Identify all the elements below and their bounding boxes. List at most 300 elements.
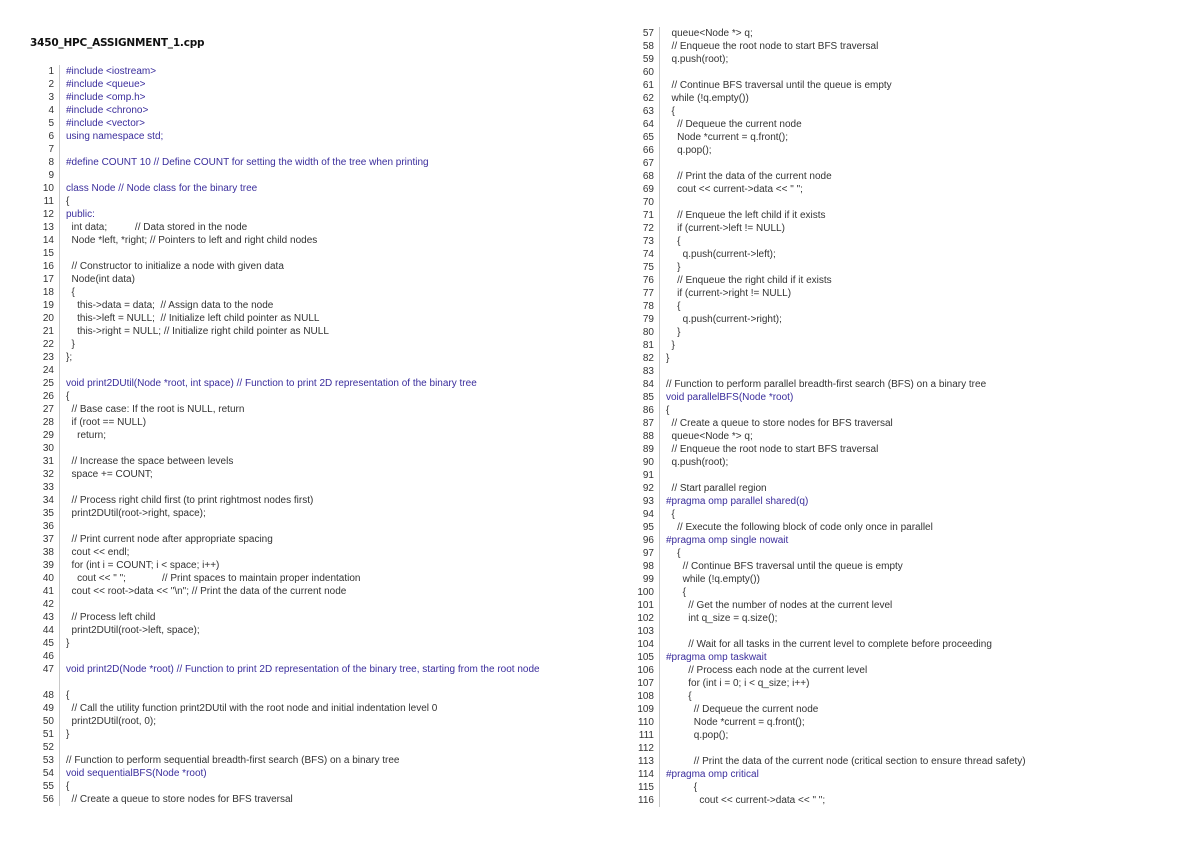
- code-line: [0, 365, 1200, 378]
- code-text: // Call the utility function print2DUtil with the root node and initial indentation level 0: [66, 703, 438, 714]
- line-number: 77: [642, 288, 654, 299]
- code-text: // Continue BFS traversal until the queue is empty: [666, 80, 892, 91]
- line-number: 26: [42, 391, 54, 402]
- code-text: // Function to perform sequential breadth-first search (BFS) on a binary tree: [66, 755, 400, 766]
- code-line: [0, 79, 1200, 92]
- line-number: 63: [642, 106, 654, 117]
- line-number: 55: [42, 781, 54, 792]
- code-text: // Wait for all tasks in the current level to complete before proceeding: [666, 639, 992, 650]
- gutter-divider: [659, 170, 660, 183]
- code-text: {: [666, 236, 681, 247]
- code-text: using namespace std;: [66, 131, 164, 142]
- code-text: cout << current->data << " ";: [666, 184, 803, 195]
- gutter-divider: [659, 66, 660, 79]
- line-number: 64: [642, 119, 654, 130]
- gutter-divider: [659, 40, 660, 53]
- code-line: [0, 560, 1200, 573]
- gutter-divider: [659, 638, 660, 651]
- code-text: // Enqueue the right child if it exists: [666, 275, 832, 286]
- line-number: 41: [42, 586, 54, 597]
- code-text: {: [66, 196, 70, 207]
- line-number: 51: [42, 729, 54, 740]
- code-text: class Node // Node class for the binary tree: [66, 183, 258, 194]
- code-text: Node *left, *right; // Pointers to left and right child nodes: [66, 235, 318, 246]
- line-number: 72: [642, 223, 654, 234]
- code-line: [0, 287, 1200, 300]
- gutter-divider: [659, 612, 660, 625]
- code-line: [0, 326, 1200, 339]
- gutter-divider: [659, 274, 660, 287]
- code-line: [0, 521, 1200, 534]
- line-number: 34: [42, 495, 54, 506]
- line-number: 68: [642, 171, 654, 182]
- gutter-divider: [659, 521, 660, 534]
- gutter-divider: [659, 326, 660, 339]
- gutter-divider: [659, 443, 660, 456]
- code-line: [0, 586, 1200, 599]
- line-number: 39: [42, 560, 54, 571]
- gutter-divider: [659, 729, 660, 742]
- code-text: }: [666, 340, 675, 351]
- code-text: // Enqueue the root node to start BFS traversal: [666, 444, 879, 455]
- code-line: [0, 404, 1200, 417]
- line-number: 22: [42, 339, 54, 350]
- code-line: [0, 469, 1200, 482]
- line-number: 88: [642, 431, 654, 442]
- code-line: [0, 261, 1200, 274]
- gutter-divider: [659, 378, 660, 391]
- gutter-divider: [659, 677, 660, 690]
- line-number: 105: [637, 652, 654, 663]
- code-text: void parallelBFS(Node *root): [666, 392, 794, 403]
- code-line: [0, 300, 1200, 313]
- gutter-divider: [659, 391, 660, 404]
- line-number: 87: [642, 418, 654, 429]
- line-number: 9: [48, 170, 54, 181]
- code-text: Node *current = q.front();: [666, 132, 788, 143]
- code-text: }: [66, 729, 70, 740]
- line-number: 31: [42, 456, 54, 467]
- line-number: 15: [42, 248, 54, 259]
- code-line: [0, 482, 1200, 495]
- gutter-divider: [659, 547, 660, 560]
- gutter-divider: [659, 365, 660, 378]
- line-number: 114: [638, 769, 654, 780]
- line-number: 57: [642, 28, 654, 39]
- gutter-divider: [659, 313, 660, 326]
- code-text: // Continue BFS traversal until the queue is empty: [666, 561, 903, 572]
- code-line: [0, 352, 1200, 365]
- line-number: 2: [48, 79, 54, 90]
- code-text: while (!q.empty()): [666, 93, 749, 104]
- gutter-divider: [659, 105, 660, 118]
- gutter-divider: [659, 27, 660, 40]
- line-number: 96: [642, 535, 654, 546]
- gutter-divider: [659, 599, 660, 612]
- code-text: Node *current = q.front();: [666, 717, 805, 728]
- code-text: int q_size = q.size();: [666, 613, 778, 624]
- line-number: 32: [42, 469, 54, 480]
- code-column-right: [0, 27, 1200, 807]
- code-text: {: [666, 301, 681, 312]
- code-text: {: [666, 509, 675, 520]
- code-line: [0, 742, 1200, 755]
- file-title: 3450_HPC_ASSIGNMENT_1.cpp: [30, 37, 205, 49]
- line-number: 102: [637, 613, 654, 624]
- code-text: print2DUtil(root, 0);: [66, 716, 157, 727]
- code-text: {: [666, 587, 687, 598]
- code-text: queue<Node *> q;: [666, 28, 753, 39]
- line-number: 11: [43, 196, 54, 207]
- line-number: 50: [42, 716, 54, 727]
- code-text: {: [66, 287, 75, 298]
- code-text: // Increase the space between levels: [66, 456, 234, 467]
- code-text: for (int i = COUNT; i < space; i++): [66, 560, 220, 571]
- code-text: space += COUNT;: [66, 469, 153, 480]
- code-text: // Print the data of the current node (critical section to ensure thread safety): [666, 756, 1026, 767]
- code-line: [0, 781, 1200, 794]
- code-line: [0, 27, 1200, 40]
- code-text: // Base case: If the root is NULL, return: [66, 404, 245, 415]
- code-text: for (int i = 0; i < q_size; i++): [666, 678, 810, 689]
- code-text: // Process each node at the current level: [666, 665, 868, 676]
- code-text: }: [66, 339, 75, 350]
- line-number: 65: [642, 132, 654, 143]
- line-number: 46: [42, 651, 54, 662]
- line-number: 5: [48, 118, 54, 129]
- code-line: [0, 703, 1200, 716]
- line-number: 80: [642, 327, 654, 338]
- gutter-divider: [659, 118, 660, 131]
- code-text: // Print current node after appropriate spacing: [66, 534, 273, 545]
- line-number: 62: [642, 93, 654, 104]
- line-number: 56: [42, 794, 54, 805]
- code-line: [0, 677, 1200, 690]
- code-line: [0, 131, 1200, 144]
- line-number: 113: [638, 756, 654, 767]
- code-text: {: [66, 391, 70, 402]
- line-number: 42: [42, 599, 54, 610]
- code-text: // Enqueue the root node to start BFS traversal: [666, 41, 879, 52]
- gutter-divider: [659, 404, 660, 417]
- code-text: // Dequeue the current node: [666, 704, 819, 715]
- code-line: [0, 794, 1200, 807]
- code-line: [0, 651, 1200, 664]
- gutter-divider: [659, 352, 660, 365]
- code-text: // Dequeue the current node: [666, 119, 802, 130]
- line-number: 103: [637, 626, 654, 637]
- code-line: [0, 92, 1200, 105]
- code-line: [0, 547, 1200, 560]
- gutter-divider: [659, 560, 660, 573]
- code-line: [0, 443, 1200, 456]
- code-text: // Create a queue to store nodes for BFS traversal: [666, 418, 893, 429]
- line-number: 112: [638, 743, 654, 754]
- line-number: 106: [637, 665, 654, 676]
- code-text: // Create a queue to store nodes for BFS traversal: [66, 794, 293, 805]
- code-text: // Print the data of the current node: [666, 171, 832, 182]
- line-number: 110: [638, 717, 654, 728]
- code-text: // Function to perform parallel breadth-first search (BFS) on a binary tree: [666, 379, 987, 390]
- code-line: [0, 53, 1200, 66]
- line-number: 74: [642, 249, 654, 260]
- line-number: 13: [42, 222, 54, 233]
- code-line: [0, 248, 1200, 261]
- code-line: [0, 508, 1200, 521]
- code-text: print2DUtil(root->right, space);: [66, 508, 206, 519]
- line-number: 69: [642, 184, 654, 195]
- code-text: if (current->left != NULL): [666, 223, 785, 234]
- line-number: 19: [42, 300, 54, 311]
- code-line: [0, 209, 1200, 222]
- code-text: cout << endl;: [66, 547, 130, 558]
- code-text: q.push(current->right);: [666, 314, 782, 325]
- code-text: // Enqueue the left child if it exists: [666, 210, 826, 221]
- line-number: 93: [642, 496, 654, 507]
- code-text: {: [666, 106, 675, 117]
- gutter-divider: [659, 131, 660, 144]
- code-line: [0, 573, 1200, 586]
- line-number: 40: [42, 573, 54, 584]
- line-number: 97: [642, 548, 654, 559]
- code-text: #pragma omp parallel shared(q): [666, 496, 809, 507]
- code-text: Node(int data): [66, 274, 135, 285]
- line-number: 25: [42, 378, 54, 389]
- code-text: // Execute the following block of code only once in parallel: [666, 522, 933, 533]
- code-line: [0, 612, 1200, 625]
- line-number: 111: [638, 730, 654, 741]
- gutter-divider: [659, 92, 660, 105]
- code-text: cout << " "; // Print spaces to maintain proper indentation: [66, 573, 361, 584]
- code-text: if (root == NULL): [66, 417, 147, 428]
- line-number: 71: [642, 210, 654, 221]
- gutter-divider: [659, 573, 660, 586]
- code-text: {: [66, 781, 70, 792]
- line-number: 20: [42, 313, 54, 324]
- line-number: 101: [637, 600, 654, 611]
- gutter-divider: [659, 495, 660, 508]
- code-text: q.push(root);: [666, 457, 729, 468]
- line-number: 99: [642, 574, 654, 585]
- line-number: 90: [642, 457, 654, 468]
- line-number: 52: [42, 742, 54, 753]
- code-line: [0, 274, 1200, 287]
- line-number: 115: [638, 782, 654, 793]
- code-text: cout << root->data << "\n"; // Print the data of the current node: [66, 586, 347, 597]
- line-number: 76: [642, 275, 654, 286]
- code-text: q.push(current->left);: [666, 249, 776, 260]
- gutter-divider: [659, 768, 660, 781]
- line-number: 35: [42, 508, 54, 519]
- line-number: 48: [42, 690, 54, 701]
- code-text: }: [666, 353, 670, 364]
- line-number: 86: [642, 405, 654, 416]
- code-line: [0, 430, 1200, 443]
- line-number: 75: [642, 262, 654, 273]
- line-number: 30: [42, 443, 54, 454]
- code-text: #pragma omp taskwait: [666, 652, 767, 663]
- line-number: 4: [48, 105, 54, 116]
- line-number: 84: [642, 379, 654, 390]
- code-line: [0, 495, 1200, 508]
- line-number: 82: [642, 353, 654, 364]
- gutter-divider: [659, 690, 660, 703]
- line-number: 58: [642, 41, 654, 52]
- line-number: 54: [42, 768, 54, 779]
- code-text: void print2D(Node *root) // Function to print 2D representation of the binary tree, starting from the root node: [66, 664, 540, 675]
- code-text: // Process right child first (to print rightmost nodes first): [66, 495, 314, 506]
- line-number: 37: [42, 534, 54, 545]
- gutter-divider: [659, 157, 660, 170]
- code-line: [0, 625, 1200, 638]
- gutter-divider: [659, 508, 660, 521]
- line-number: 100: [637, 587, 654, 598]
- code-text: #include <chrono>: [66, 105, 149, 116]
- code-text: return;: [66, 430, 107, 441]
- code-text: // Get the number of nodes at the current level: [666, 600, 893, 611]
- line-number: 116: [638, 795, 654, 806]
- line-number: 95: [642, 522, 654, 533]
- line-number: 81: [642, 340, 654, 351]
- code-line: [0, 768, 1200, 781]
- code-line: [0, 417, 1200, 430]
- code-text: {: [666, 405, 670, 416]
- gutter-divider: [659, 651, 660, 664]
- line-number: 61: [642, 80, 654, 91]
- gutter-divider: [659, 235, 660, 248]
- line-number: 94: [642, 509, 654, 520]
- code-text: #pragma omp critical: [666, 769, 759, 780]
- gutter-divider: [659, 742, 660, 755]
- code-text: this->left = NULL; // Initialize left child pointer as NULL: [66, 313, 320, 324]
- gutter-divider: [659, 716, 660, 729]
- line-number: 16: [42, 261, 54, 272]
- code-text: }: [666, 262, 681, 273]
- line-number: 1: [48, 66, 54, 77]
- gutter-divider: [659, 144, 660, 157]
- gutter-divider: [659, 300, 660, 313]
- line-number: 10: [42, 183, 54, 194]
- code-text: // Constructor to initialize a node with given data: [66, 261, 284, 272]
- code-text: int data; // Data stored in the node: [66, 222, 248, 233]
- code-line: [0, 456, 1200, 469]
- code-line: [0, 105, 1200, 118]
- gutter-divider: [659, 586, 660, 599]
- code-text: this->right = NULL; // Initialize right child pointer as NULL: [66, 326, 329, 337]
- gutter-divider: [659, 703, 660, 716]
- line-number: 24: [42, 365, 54, 376]
- code-text: q.pop();: [666, 145, 712, 156]
- code-text: {: [666, 548, 681, 559]
- code-line: [0, 755, 1200, 768]
- code-text: {: [66, 690, 70, 701]
- line-number: 108: [637, 691, 654, 702]
- line-number: 73: [642, 236, 654, 247]
- code-line: [0, 599, 1200, 612]
- line-number: 104: [637, 639, 654, 650]
- code-text: #define COUNT 10 // Define COUNT for setting the width of the tree when printing: [66, 157, 429, 168]
- code-text: this->data = data; // Assign data to the node: [66, 300, 274, 311]
- line-number: 36: [42, 521, 54, 532]
- line-number: 3: [48, 92, 54, 103]
- line-number: 29: [42, 430, 54, 441]
- line-number: 33: [42, 482, 54, 493]
- code-text: #pragma omp single nowait: [666, 535, 789, 546]
- code-line: [0, 66, 1200, 79]
- code-text: cout << current->data << " ";: [666, 795, 826, 806]
- code-text: #include <vector>: [66, 118, 145, 129]
- line-number: 66: [642, 145, 654, 156]
- code-text: print2DUtil(root->left, space);: [66, 625, 200, 636]
- line-number: 92: [642, 483, 654, 494]
- gutter-divider: [659, 625, 660, 638]
- code-text: }: [66, 638, 70, 649]
- line-number: 49: [42, 703, 54, 714]
- code-text: // Start parallel region: [666, 483, 767, 494]
- code-line: [0, 157, 1200, 170]
- line-number: 109: [637, 704, 654, 715]
- code-line: [0, 729, 1200, 742]
- line-number: 89: [642, 444, 654, 455]
- line-number: 7: [48, 144, 54, 155]
- gutter-divider: [659, 534, 660, 547]
- line-number: 8: [48, 157, 54, 168]
- line-number: 67: [642, 158, 654, 169]
- code-text: while (!q.empty()): [666, 574, 760, 585]
- gutter-divider: [659, 261, 660, 274]
- line-number: 79: [642, 314, 654, 325]
- line-number: 60: [642, 67, 654, 78]
- gutter-divider: [659, 209, 660, 222]
- code-line: [0, 716, 1200, 729]
- code-line: [0, 690, 1200, 703]
- code-line: [0, 235, 1200, 248]
- gutter-divider: [659, 430, 660, 443]
- line-number: 98: [642, 561, 654, 572]
- gutter-divider: [659, 248, 660, 261]
- line-number: 28: [42, 417, 54, 428]
- gutter-divider: [659, 755, 660, 768]
- code-line: [0, 391, 1200, 404]
- gutter-divider: [659, 183, 660, 196]
- line-number: 47: [42, 664, 54, 675]
- line-number: 59: [642, 54, 654, 65]
- code-text: #include <iostream>: [66, 66, 157, 77]
- code-line: [0, 40, 1200, 53]
- line-number: 27: [42, 404, 54, 415]
- line-number: 43: [42, 612, 54, 623]
- gutter-divider: [659, 664, 660, 677]
- gutter-divider: [659, 222, 660, 235]
- code-text: };: [66, 352, 73, 363]
- line-number: 78: [642, 301, 654, 312]
- code-line: [0, 378, 1200, 391]
- line-number: 6: [48, 131, 54, 142]
- code-line: [0, 222, 1200, 235]
- gutter-divider: [659, 287, 660, 300]
- code-line: [0, 183, 1200, 196]
- line-number: 14: [42, 235, 54, 246]
- code-text: public:: [66, 209, 95, 220]
- code-text: q.pop();: [666, 730, 729, 741]
- code-line: [0, 638, 1200, 651]
- code-text: }: [666, 327, 681, 338]
- code-line: [0, 196, 1200, 209]
- code-line: [0, 144, 1200, 157]
- code-text: #include <queue>: [66, 79, 146, 90]
- line-number: 85: [642, 392, 654, 403]
- code-line: [0, 118, 1200, 131]
